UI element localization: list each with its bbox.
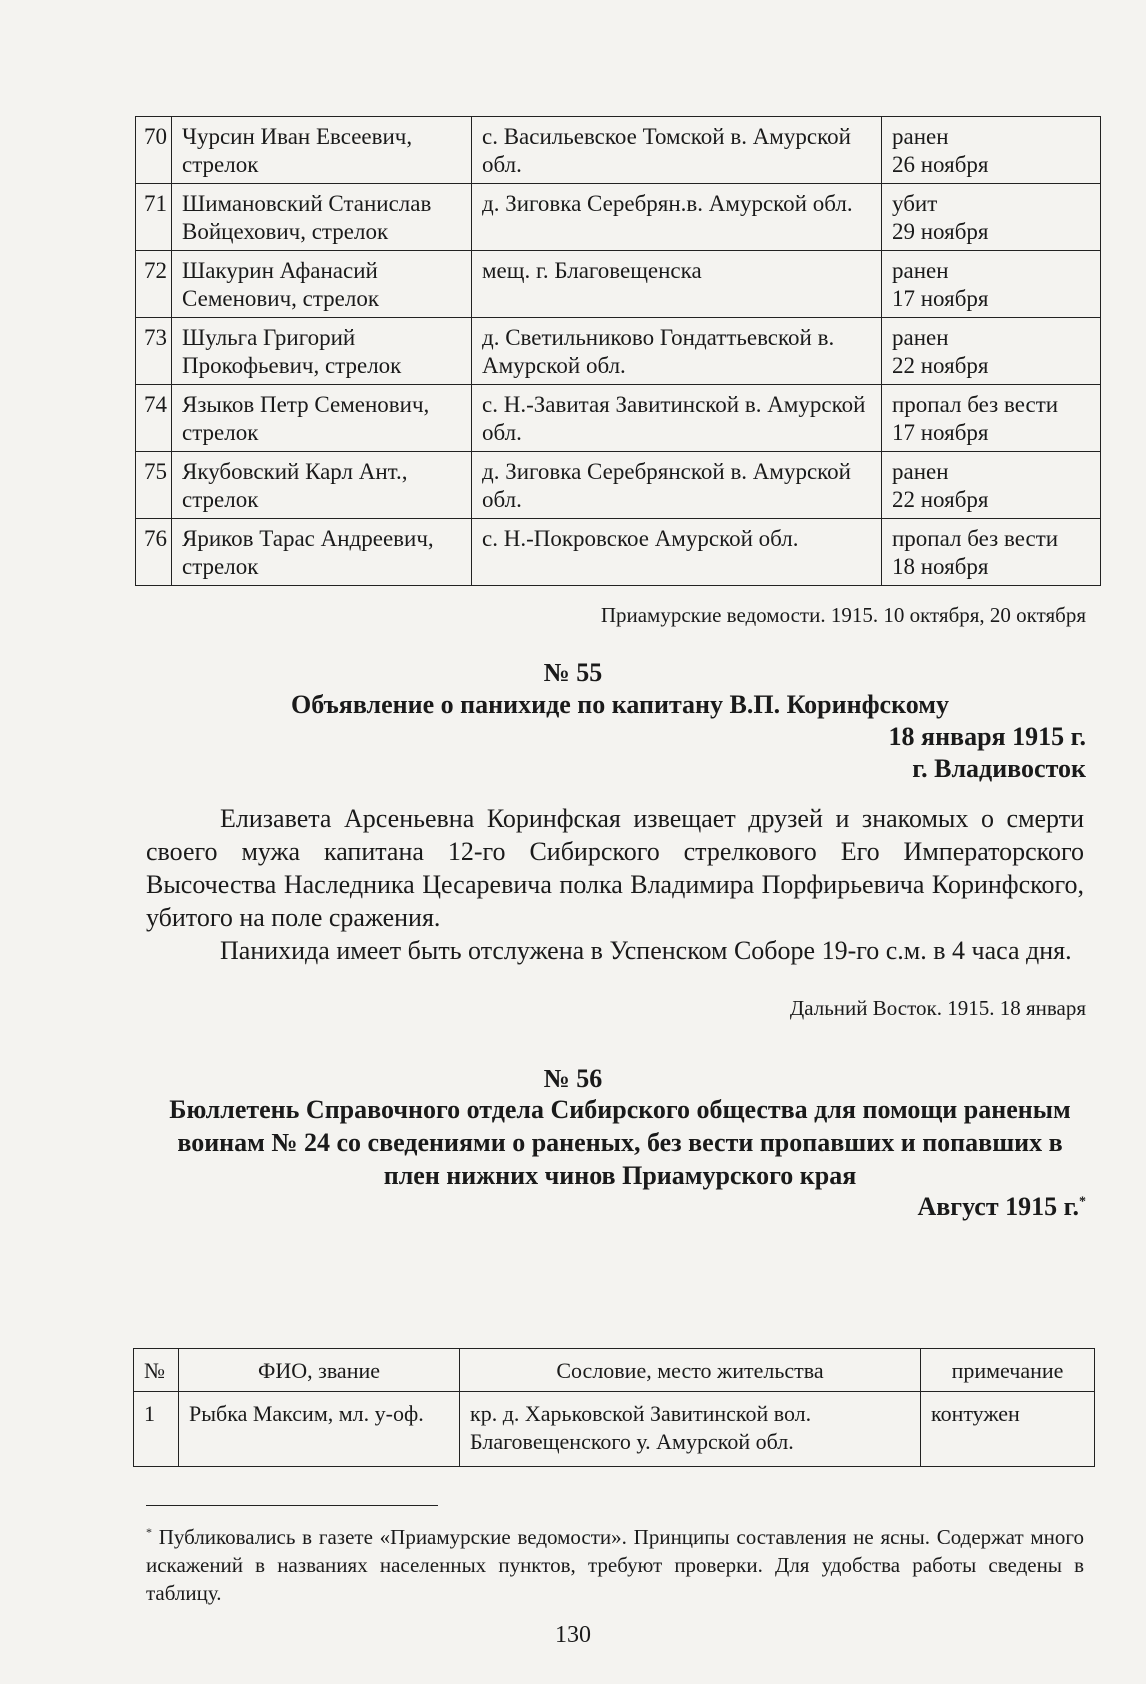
status-date: 22 ноября: [892, 353, 989, 378]
cell-number: 1: [134, 1392, 179, 1467]
status-text: ранен: [892, 258, 949, 283]
cell-name-rank: Шакурин Афанасий Семенович, стрелок: [172, 251, 472, 318]
document-55-paragraph-2: Панихида имеет быть отслужена в Успенском Соборе 19-го с.м. в 4 часа дня.: [220, 936, 1072, 965]
cell-number: 75: [136, 452, 172, 519]
document-56-date-text: Август 1915 г.: [917, 1192, 1079, 1221]
status-date: 17 ноября: [892, 286, 989, 311]
cell-number: 74: [136, 385, 172, 452]
page-number: 130: [555, 1622, 591, 1648]
bulletin-table-header-row: [134, 1349, 1095, 1392]
cell-name-rank: Чурсин Иван Евсеевич, стрелок: [172, 117, 472, 184]
footnote-text: Публиковались в газете «Приамурские ведомости». Принципы составления не ясны. Содержат много искажений в названиях населенных пунктов, требуют проверки. Для удобства работы сведены в таблицу.: [146, 1525, 1085, 1605]
footnote-divider: [146, 1505, 438, 1506]
table-row: [136, 117, 1101, 184]
footnote: [146, 1518, 1084, 1607]
cell-name-rank: Языков Петр Семенович, стрелок: [172, 385, 472, 452]
cell-residence: д. Зиговка Серебрян.в. Амурской обл.: [472, 184, 882, 251]
cell-number: 71: [136, 184, 172, 251]
document-56-number: № 56: [543, 1064, 603, 1093]
cell-note: контужен: [921, 1392, 1095, 1467]
header-name-rank: ФИО, звание: [179, 1349, 460, 1392]
status-text: пропал без вести: [892, 526, 1059, 551]
source-citation-table1: Приамурские ведомости. 1915. 10 октября, 20 октября: [600, 603, 1086, 627]
table-row: [136, 318, 1101, 385]
document-55-title: Объявление о панихиде по капитану В.П. Коринфскому: [291, 690, 949, 719]
bulletin-table: [133, 1348, 1095, 1467]
footnote-mark: *: [146, 1525, 152, 1539]
cell-status: [882, 117, 1101, 184]
cell-status: [882, 385, 1101, 452]
cell-residence: д. Зиговка Серебрянской в. Амурской обл.: [472, 452, 882, 519]
cell-number: 76: [136, 519, 172, 586]
status-text: убит: [892, 191, 938, 216]
status-date: 17 ноября: [892, 420, 989, 445]
status-date: 22 ноября: [892, 487, 989, 512]
header-number: №: [134, 1349, 179, 1392]
header-note: примечание: [921, 1349, 1095, 1392]
source-citation-doc55: Дальний Восток. 1915. 18 января: [789, 996, 1086, 1020]
status-text: ранен: [892, 325, 949, 350]
status-date: 18 ноября: [892, 554, 989, 579]
status-text: пропал без вести: [892, 392, 1059, 417]
cell-residence: с. Н.-Завитая Завитинской в. Амурской обл.: [472, 385, 882, 452]
cell-status: [882, 251, 1101, 318]
document-55-place: г. Владивосток: [912, 754, 1086, 783]
cell-status: [882, 519, 1101, 586]
cell-number: 70: [136, 117, 172, 184]
cell-name-rank: Шульга Григорий Прокофьевич, стрелок: [172, 318, 472, 385]
document-55-paragraph-1: Елизавета Арсеньевна Коринфская извещает друзей и знакомых о смерти своего мужа капитана 12-го Сибирского стрелкового Его Императорского Высочества Наследника Цесаревича полка Владимира Порфирьевича Коринфского, убитого на поле сражения.: [146, 804, 1084, 932]
cell-name-rank: Рыбка Максим, мл. у-оф.: [179, 1392, 460, 1467]
status-text: ранен: [892, 124, 949, 149]
table-row: [136, 519, 1101, 586]
table-row: [134, 1392, 1095, 1467]
cell-residence: с. Васильевское Томской в. Амурской обл.: [472, 117, 882, 184]
document-56-title: Бюллетень Справочного отдела Сибирского общества для помощи раненым воинам № 24 со сведениями о раненых, без вести пропавших и попавших в плен нижних чинов Приамурского края: [169, 1095, 1071, 1190]
cell-estate-residence: кр. д. Харьковской Завитинской вол. Благовещенского у. Амурской обл.: [460, 1392, 921, 1467]
cell-residence: с. Н.-Покровское Амурской обл.: [472, 519, 882, 586]
document-56-date: [917, 1192, 1086, 1222]
casualty-table-continued: [135, 116, 1101, 586]
cell-name-rank: Шимановский Станислав Войцехович, стрелок: [172, 184, 472, 251]
cell-residence: мещ. г. Благовещенска: [472, 251, 882, 318]
document-55-number: № 55: [543, 658, 603, 687]
table-row: [136, 184, 1101, 251]
cell-status: [882, 184, 1101, 251]
cell-residence: д. Светильниково Гондаттьевской в. Амурской обл.: [472, 318, 882, 385]
table-row: [136, 452, 1101, 519]
table-row: [136, 251, 1101, 318]
status-date: 29 ноября: [892, 219, 989, 244]
cell-status: [882, 318, 1101, 385]
document-55-date: 18 января 1915 г.: [888, 722, 1086, 751]
cell-status: [882, 452, 1101, 519]
cell-name-rank: Якубовский Карл Ант., стрелок: [172, 452, 472, 519]
status-date: 26 ноября: [892, 152, 989, 177]
header-estate-residence: Сословие, место жительства: [460, 1349, 921, 1392]
status-text: ранен: [892, 459, 949, 484]
cell-number: 72: [136, 251, 172, 318]
table-row: [136, 385, 1101, 452]
cell-number: 73: [136, 318, 172, 385]
footnote-reference-mark: *: [1079, 1194, 1086, 1210]
casualty-table-body: [136, 117, 1101, 586]
cell-name-rank: Яриков Тарас Андреевич, стрелок: [172, 519, 472, 586]
